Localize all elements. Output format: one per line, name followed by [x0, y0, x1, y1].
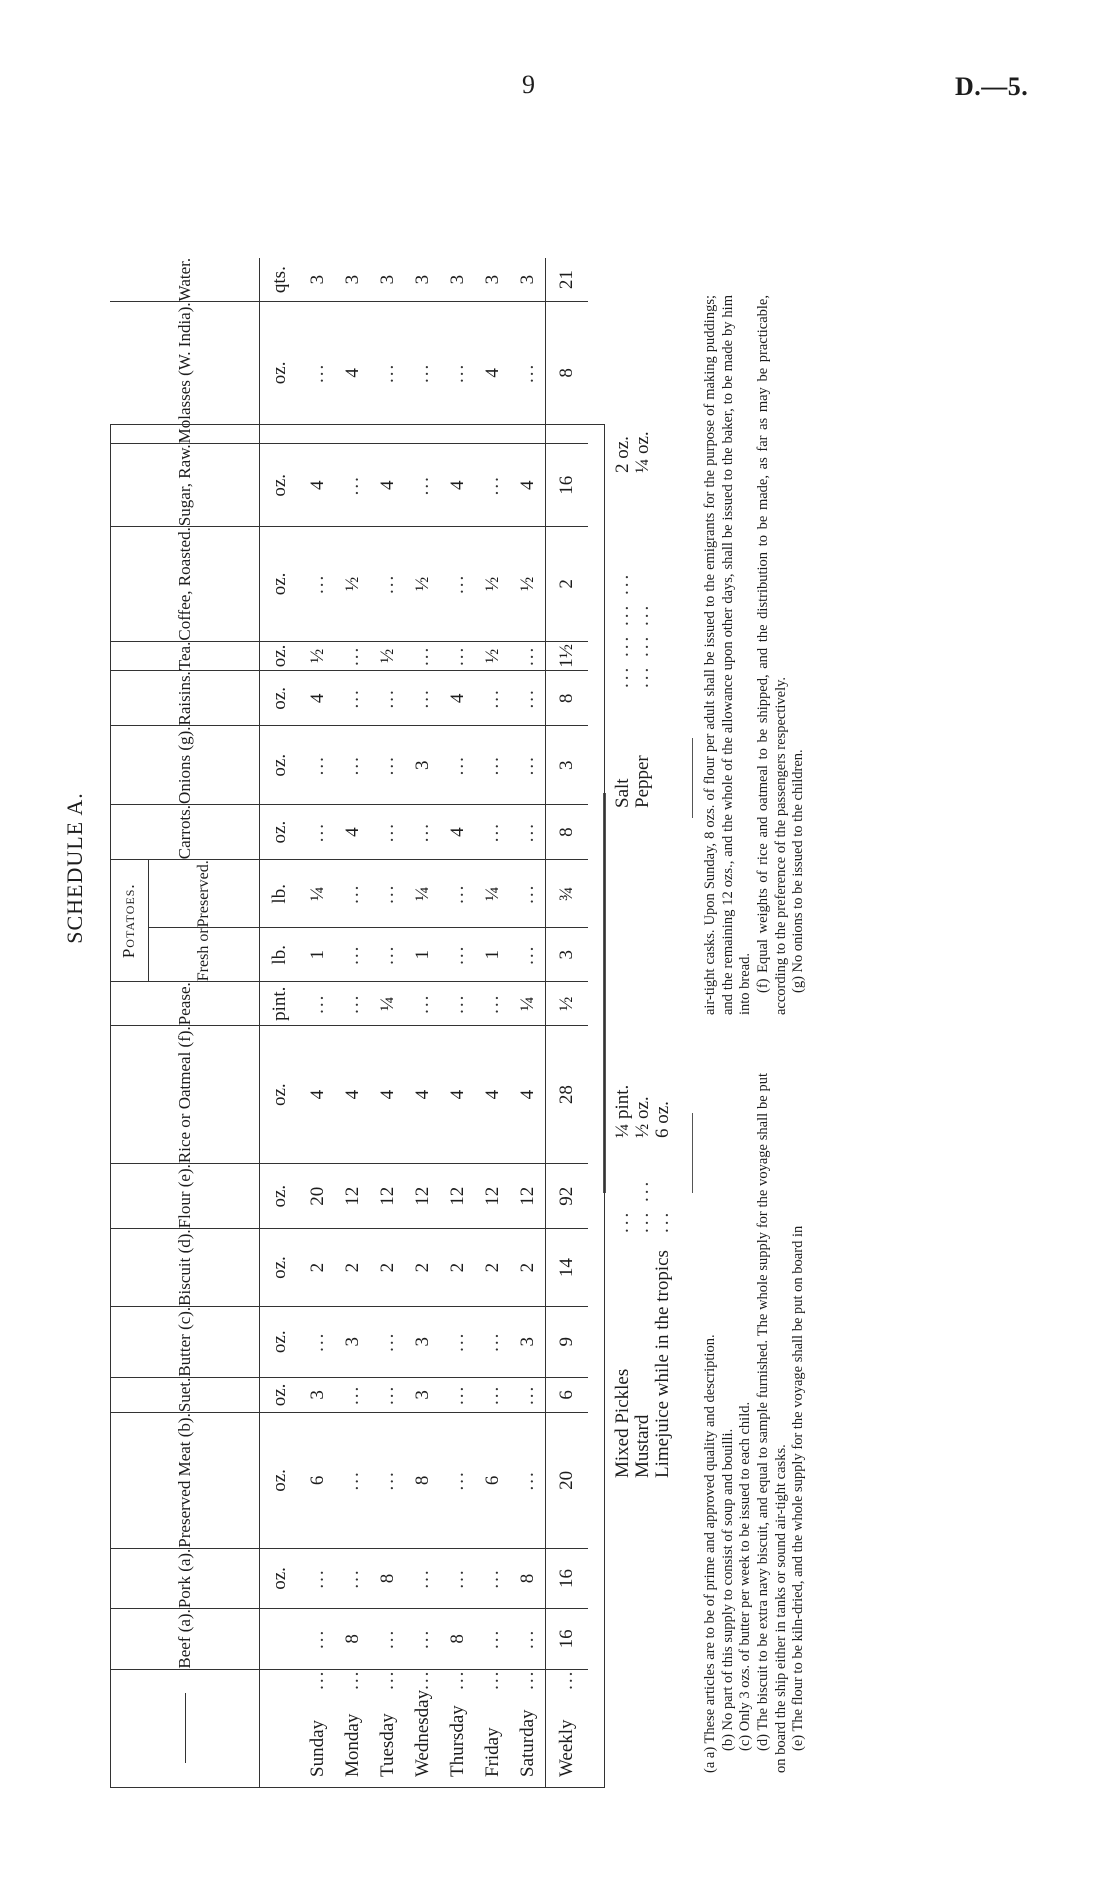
header-text: Fresh or	[195, 928, 212, 982]
unit-cell: oz.	[260, 1306, 301, 1377]
ration-cell: ...	[475, 444, 510, 527]
ration-cell: ...	[510, 928, 546, 982]
ration-cell: 1	[300, 928, 335, 982]
ration-cell: 2	[405, 1229, 440, 1307]
table-row	[335, 258, 370, 1788]
weekly-cell: ¾	[546, 860, 589, 928]
weekly-cell: 16	[546, 444, 589, 527]
ration-cell: 20	[300, 1164, 335, 1229]
ration-cell: ...	[370, 1609, 405, 1669]
unit-cell: lb.	[260, 860, 301, 928]
ration-cell: ...	[510, 1609, 546, 1669]
ration-cell: 12	[405, 1164, 440, 1229]
ration-cell: ...	[475, 1609, 510, 1669]
ration-cell: ...	[335, 641, 370, 671]
unit-cell: oz.	[260, 726, 301, 804]
unit-cell: oz.	[260, 1377, 301, 1412]
ration-cell: ...	[370, 671, 405, 726]
ration-cell: 12	[475, 1164, 510, 1229]
condiments-left	[612, 1058, 672, 1478]
ration-cell: 4	[300, 1026, 335, 1164]
condiment-row	[632, 393, 652, 808]
footnote: (c) Only 3 ozs. of butter per week to be issued to each child.	[737, 1401, 754, 1751]
ration-cell: 4	[440, 444, 475, 527]
day-label: Saturday	[510, 1690, 546, 1788]
ration-cell: ...	[440, 1306, 475, 1377]
ration-cell: 4	[300, 671, 335, 726]
ration-cell: 3	[405, 1377, 440, 1412]
header-carrots	[110, 804, 260, 859]
table-row	[440, 258, 475, 1788]
ration-cell: ...	[335, 726, 370, 804]
page-number: 9	[522, 70, 535, 99]
unit-cell: oz.	[260, 1026, 301, 1164]
weekly-cell: 3	[546, 726, 589, 804]
ration-cell: ...	[300, 302, 335, 444]
footnote: (d) The biscuit to be extra navy biscuit, and equal to sample furnished. The whole supply for the voyage shall be put on board the ship either in tanks or sound air-tight casks.	[755, 1073, 789, 1773]
leader-dots: ...	[611, 1209, 633, 1233]
leader-dots: ...	[546, 1669, 589, 1690]
weekly-cell: 8	[546, 302, 589, 444]
ration-cell: 1	[405, 928, 440, 982]
ration-cell: 4	[440, 671, 475, 726]
ration-cell: ...	[370, 726, 405, 804]
ration-cell: ...	[335, 860, 370, 928]
ration-cell: 6	[300, 1413, 335, 1549]
table-row	[475, 258, 510, 1788]
header-pork	[110, 1548, 260, 1608]
day-label: Wednesday	[405, 1690, 440, 1788]
ration-cell: ½	[300, 641, 335, 671]
header-molasses	[110, 302, 260, 444]
unit-cell: oz.	[260, 1413, 301, 1549]
ration-cell: 4	[440, 1026, 475, 1164]
unit-cell: oz.	[260, 302, 301, 444]
weekly-cell: 92	[546, 1164, 589, 1229]
ration-cell: 2	[510, 1229, 546, 1307]
leader-dots: ... ... ...	[631, 602, 653, 688]
weekly-cell: 8	[546, 671, 589, 726]
document-reference: D.—5.	[955, 72, 1029, 101]
ration-cell: ...	[405, 804, 440, 859]
ration-cell: ¼	[510, 982, 546, 1026]
header-text: Molasses (W. India).	[174, 302, 194, 444]
condiment-value: ¼ oz.	[631, 431, 653, 473]
ration-cell: ...	[300, 1609, 335, 1669]
ration-cell: ...	[510, 726, 546, 804]
leader-dots: ...	[481, 1669, 503, 1690]
day-label: Sunday	[300, 1690, 335, 1788]
weekly-cell: 16	[546, 1548, 589, 1608]
header-text: Suet.	[174, 1377, 194, 1413]
ration-cell: ¼	[475, 860, 510, 928]
unit-cell: oz.	[260, 527, 301, 641]
ration-cell: 2	[440, 1229, 475, 1307]
header-potatoes: Potatoes.	[110, 860, 149, 982]
table-row	[405, 258, 440, 1788]
footnote: (b) No part of this supply to consist of soup and bouilli.	[719, 1428, 736, 1751]
header-text: Tea.	[174, 641, 194, 671]
weekly-cell: 6	[546, 1377, 589, 1412]
unit-cell: oz.	[260, 444, 301, 527]
ration-cell: ...	[370, 860, 405, 928]
unit-cell: oz.	[260, 804, 301, 859]
ration-cell: ...	[335, 1413, 370, 1549]
divider-double	[603, 793, 606, 1193]
ration-cell: 4	[335, 302, 370, 444]
header-potatoes-preserved	[149, 860, 260, 928]
unit-cell: oz.	[260, 1164, 301, 1229]
table-row	[300, 258, 335, 1788]
header-text: Sugar, Raw.	[174, 444, 194, 527]
unit-cell	[260, 1609, 301, 1669]
header-water	[110, 258, 260, 302]
header-text: Pease.	[174, 982, 194, 1026]
day-label: Tuesday	[370, 1690, 405, 1788]
weekly-cell: 14	[546, 1229, 589, 1307]
day-label: Thursday	[440, 1690, 475, 1788]
header-text: Preserved.	[195, 860, 212, 928]
leader-dots: ... ...	[631, 1178, 653, 1233]
leader-dots: ...	[651, 1209, 673, 1233]
ration-cell: 12	[440, 1164, 475, 1229]
table-row	[510, 258, 546, 1788]
footnote: (f) Equal weights of rice and oatmeal to be shipped, and the distribution to be made, as far as may be practicable, according to the preference of the passengers respectively.	[755, 295, 789, 1015]
units-blank	[260, 1669, 301, 1690]
header-text: Raisins.	[174, 671, 194, 726]
ration-cell: 3	[335, 1306, 370, 1377]
header-raisins	[110, 671, 260, 726]
day-label: Monday	[335, 1690, 370, 1788]
leader-dots: ...	[411, 1669, 433, 1690]
weekly-total-row	[546, 258, 589, 1788]
header-text: Pork (a).	[174, 1548, 194, 1609]
day-label: Friday	[475, 1690, 510, 1788]
ration-cell: 2	[475, 1229, 510, 1307]
ration-cell: 4	[440, 804, 475, 859]
header-preserved-meat	[110, 1413, 260, 1549]
condiment-value: 2 oz.	[611, 436, 633, 473]
ration-cell: ...	[335, 671, 370, 726]
ration-cell: 3	[440, 258, 475, 302]
leader-dots: ... ... ... ...	[611, 571, 633, 688]
ration-cell: ½	[335, 527, 370, 641]
ration-cell: ...	[510, 641, 546, 671]
header-text: Water.	[174, 257, 194, 302]
ration-cell: ...	[335, 1377, 370, 1412]
weekly-cell: 20	[546, 1413, 589, 1549]
ration-cell: 8	[440, 1609, 475, 1669]
condiment-label: Limejuice while in the tropics	[651, 1250, 673, 1478]
unit-cell: oz.	[260, 1548, 301, 1608]
ration-cell: ...	[440, 302, 475, 444]
header-potatoes-fresh	[149, 928, 260, 982]
header-rice-oatmeal	[110, 1026, 260, 1164]
ration-cell: 3	[510, 258, 546, 302]
ration-cell: ...	[370, 1306, 405, 1377]
ration-cell: ...	[370, 1413, 405, 1549]
condiments-right	[612, 393, 652, 808]
header-text: Beef (a).	[174, 1609, 194, 1669]
ration-cell: ...	[440, 982, 475, 1026]
rotated-schedule	[0, 257, 1100, 1898]
condiment-row	[632, 1058, 652, 1478]
header-text: Flour (e).	[174, 1164, 194, 1229]
ration-cell: 3	[510, 1306, 546, 1377]
ration-cell: ...	[370, 527, 405, 641]
weekly-cell: 28	[546, 1026, 589, 1164]
ration-cell: ...	[370, 1377, 405, 1412]
ration-cell: ...	[475, 982, 510, 1026]
leader-dots: ...	[306, 1669, 328, 1690]
ration-cell: ...	[370, 302, 405, 444]
ration-cell: 6	[475, 1413, 510, 1549]
ration-cell: ...	[405, 1609, 440, 1669]
ration-cell: 8	[405, 1413, 440, 1549]
ration-cell: ...	[300, 527, 335, 641]
ration-table	[110, 258, 588, 1788]
ration-cell: 2	[370, 1229, 405, 1307]
header-coffee	[110, 527, 260, 641]
header-text: Butter (c).	[174, 1306, 194, 1377]
leader-dots: ...	[516, 1669, 538, 1690]
ration-cell: 4	[370, 444, 405, 527]
ration-cell: ...	[440, 1548, 475, 1608]
ration-cell: 8	[510, 1548, 546, 1608]
ration-cell: ...	[510, 860, 546, 928]
ration-cell: 4	[405, 1026, 440, 1164]
ration-cell: 4	[335, 1026, 370, 1164]
unit-cell: oz.	[260, 671, 301, 726]
condiment-row	[612, 393, 632, 808]
header-text: Rice or Oatmeal (f).	[174, 1026, 194, 1164]
weekly-cell: 1½	[546, 641, 589, 671]
ration-cell: ...	[440, 641, 475, 671]
ration-cell: ...	[440, 1377, 475, 1412]
divider-short	[692, 738, 693, 818]
header-tea	[110, 641, 260, 671]
footnote: (a a) These articles are to be of prime and approved quality and description.	[702, 1334, 718, 1773]
weekly-cell: 9	[546, 1306, 589, 1377]
ration-cell: ...	[300, 804, 335, 859]
units-blank	[260, 1690, 301, 1788]
ration-cell: ...	[475, 1548, 510, 1608]
footnotes-right	[702, 295, 808, 1015]
ration-cell: 12	[510, 1164, 546, 1229]
unit-cell: qts.	[260, 258, 301, 302]
ration-cell: ...	[370, 928, 405, 982]
ration-cell: ...	[440, 726, 475, 804]
ration-cell: ...	[335, 982, 370, 1026]
ration-cell: ...	[300, 1548, 335, 1608]
ration-cell: 12	[335, 1164, 370, 1229]
unit-cell: pint.	[260, 982, 301, 1026]
ration-cell: ¼	[370, 982, 405, 1026]
ration-cell: 3	[300, 258, 335, 302]
header-text: Coffee, Roasted.	[174, 527, 194, 641]
ration-cell: ...	[405, 641, 440, 671]
corner-cell	[110, 1669, 260, 1787]
ration-cell: 4	[475, 1026, 510, 1164]
header-text: Biscuit (d).	[174, 1229, 194, 1306]
ration-cell: ...	[405, 982, 440, 1026]
header-text: Onions (g).	[174, 726, 194, 804]
ration-cell: 12	[370, 1164, 405, 1229]
condiment-row	[652, 1058, 672, 1478]
header-onions	[110, 726, 260, 804]
ration-cell: 4	[475, 302, 510, 444]
ration-cell: ¼	[405, 860, 440, 928]
ration-cell: ...	[440, 860, 475, 928]
header-sugar	[110, 444, 260, 527]
ration-cell: 3	[300, 1377, 335, 1412]
leader-dots: ...	[341, 1669, 363, 1690]
ration-cell: ½	[370, 641, 405, 671]
footnote: (e) The flour to be kiln-dried, and the whole supply for the voyage shall be put on board in	[790, 1225, 807, 1751]
condiment-label: Pepper	[631, 755, 653, 808]
condiment-row	[612, 1058, 632, 1478]
ration-cell: ½	[475, 527, 510, 641]
ration-cell: ...	[300, 726, 335, 804]
header-suet	[110, 1377, 260, 1412]
ration-cell: 4	[510, 444, 546, 527]
ration-cell: 4	[370, 1026, 405, 1164]
ration-cell: ...	[335, 1548, 370, 1608]
condiment-label: Salt	[611, 778, 633, 808]
ration-cell: ...	[510, 1413, 546, 1549]
weekly-cell: 2	[546, 527, 589, 641]
header-butter	[110, 1306, 260, 1377]
ration-cell: ...	[475, 804, 510, 859]
ration-cell: ...	[335, 928, 370, 982]
ration-cell: ...	[510, 671, 546, 726]
header-biscuit	[110, 1229, 260, 1307]
ration-cell: ...	[370, 804, 405, 859]
ration-cell: ...	[300, 982, 335, 1026]
ration-cell: ½	[510, 527, 546, 641]
leader-dots: ...	[376, 1669, 398, 1690]
ration-cell: 3	[405, 258, 440, 302]
divider-short	[692, 1113, 693, 1193]
condiment-value: 6 oz.	[651, 1101, 673, 1138]
unit-cell: lb.	[260, 928, 301, 982]
weekly-cell: 8	[546, 804, 589, 859]
ration-cell: 4	[335, 804, 370, 859]
ration-cell: ...	[405, 671, 440, 726]
weekly-label: Weekly	[546, 1690, 589, 1788]
header-beef	[110, 1609, 260, 1669]
ration-cell: ¼	[300, 860, 335, 928]
ration-cell: ...	[335, 444, 370, 527]
ration-cell: ...	[405, 302, 440, 444]
ration-cell: 3	[405, 726, 440, 804]
ration-cell: ...	[300, 1306, 335, 1377]
ration-cell: 2	[300, 1229, 335, 1307]
ration-cell: 2	[335, 1229, 370, 1307]
ration-cell: 3	[475, 258, 510, 302]
ration-cell: ...	[510, 804, 546, 859]
leader-dots: ...	[446, 1669, 468, 1690]
ration-cell: 1	[475, 928, 510, 982]
weekly-cell: ½	[546, 982, 589, 1026]
weekly-cell: 16	[546, 1609, 589, 1669]
ration-cell: 3	[370, 258, 405, 302]
ration-cell: ½	[405, 527, 440, 641]
condiment-value: ¼ pint.	[611, 1084, 633, 1138]
units-row	[260, 258, 301, 1788]
unit-cell: oz.	[260, 641, 301, 671]
header-flour	[110, 1164, 260, 1229]
ration-cell: ...	[405, 1548, 440, 1608]
header-text: Carrots.	[174, 804, 194, 860]
ration-cell: ...	[440, 1413, 475, 1549]
unit-cell: oz.	[260, 1229, 301, 1307]
table-row	[370, 258, 405, 1788]
condiment-value: ½ oz.	[631, 1096, 653, 1138]
weekly-cell: 3	[546, 928, 589, 982]
ration-cell: 3	[405, 1306, 440, 1377]
ration-cell: ...	[440, 928, 475, 982]
ration-cell: ...	[510, 302, 546, 444]
ration-cell: ½	[475, 641, 510, 671]
schedule-title: SCHEDULE A.	[62, 792, 87, 944]
footnote: (g) No onions to be issued to the children.	[790, 749, 807, 993]
weekly-cell: 21	[546, 258, 589, 302]
ration-cell: ...	[475, 1306, 510, 1377]
ration-cell: 8	[335, 1609, 370, 1669]
ration-cell: ...	[475, 1377, 510, 1412]
ration-cell: ...	[405, 444, 440, 527]
ration-cell: ...	[475, 671, 510, 726]
condiment-label: Mustard	[631, 1414, 653, 1478]
ration-cell: 8	[370, 1548, 405, 1608]
ration-cell: ...	[510, 1377, 546, 1412]
ration-cell: 4	[300, 444, 335, 527]
footnotes-left	[702, 1073, 808, 1773]
footnote-continued: air-tight casks. Upon Sunday, 8 ozs. of flour per adult shall be issued to the emigrants for the purpose of making puddings; and the remaining 12 ozs., and the whole of the allowance upon other days, shall be issued to the baker, to be made by him into bread.	[702, 295, 754, 1015]
ration-cell: ...	[475, 726, 510, 804]
header-text: Preserved Meat (b).	[174, 1413, 194, 1548]
header-pease	[110, 982, 260, 1026]
condiment-label: Mixed Pickles	[611, 1368, 633, 1478]
ration-cell: 4	[510, 1026, 546, 1164]
ration-cell: 3	[335, 258, 370, 302]
ration-cell: ...	[440, 527, 475, 641]
